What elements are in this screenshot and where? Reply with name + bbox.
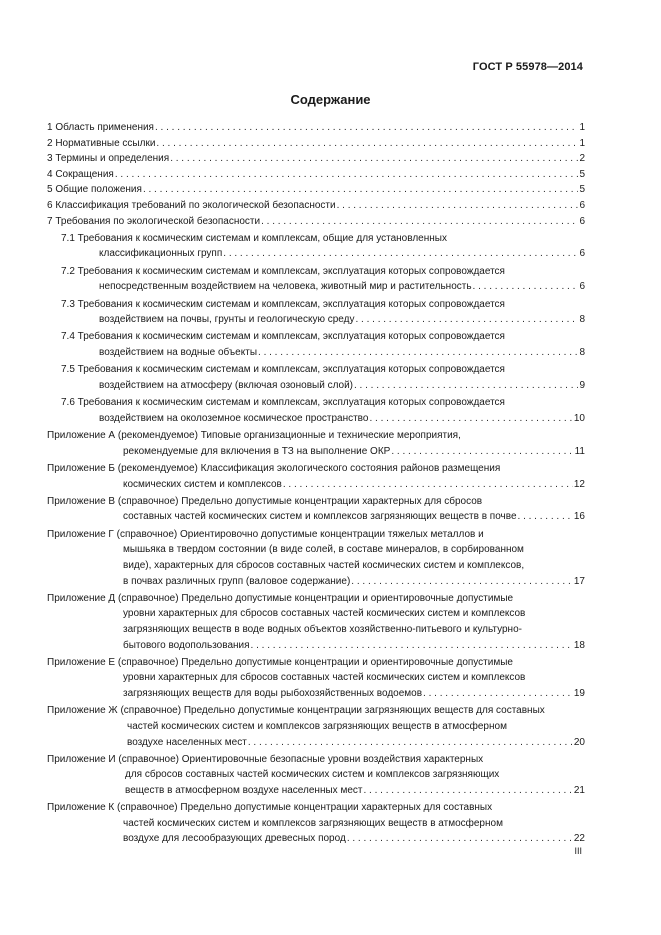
toc-entry-text: бытового водопользования <box>123 639 250 651</box>
toc-entry-text: загрязняющих веществ для воды рыбохозяйственных водоемов <box>123 688 423 700</box>
toc-entry[interactable] <box>47 214 585 230</box>
toc-entry-text: Приложение Ж (справочное) Предельно допустимые концентрации загрязняющих веществ для составных <box>47 705 545 717</box>
toc-page-number: 20 <box>573 736 585 748</box>
toc-dot-leader <box>369 411 572 427</box>
toc-entry-text: 7.3 Требования к космическим системам и комплексам, эксплуатация которых сопровождается <box>61 298 505 310</box>
toc-dot-leader <box>473 279 579 295</box>
toc-entry-text: воздействием на почвы, грунты и геологическую среду <box>99 314 355 326</box>
toc-dot-leader <box>337 198 579 214</box>
toc-entry[interactable] <box>47 182 585 198</box>
toc-entry[interactable] <box>47 655 585 702</box>
toc-dot-leader <box>155 120 578 136</box>
toc-entry-text: частей космических систем и комплексов загрязняющих веществ в атмосферном <box>127 720 507 732</box>
toc-page-number: 17 <box>573 575 585 587</box>
toc-entry[interactable] <box>47 198 585 214</box>
table-of-contents <box>47 120 585 847</box>
toc-dot-leader <box>258 345 578 361</box>
toc-entry-text: веществ в атмосферном воздухе населенных мест <box>125 784 363 796</box>
toc-entry-text: воздействием на водные объекты <box>99 347 258 359</box>
toc-page-number: 2 <box>579 153 585 165</box>
toc-entry-text: уровни характерных для сбросов составных частей космических систем и комплексов <box>123 608 526 620</box>
toc-entry-text: 7 Требования по экологической безопасности <box>47 215 261 227</box>
toc-page-number: 18 <box>573 639 585 651</box>
toc-dot-leader <box>261 214 578 230</box>
toc-entry-text: Приложение Б (рекомендуемое) Классификация экологического состояния районов размещения <box>47 462 501 474</box>
toc-entry-text: Приложение Г (справочное) Ориентировочно допустимые концентрации тяжелых металлов и <box>47 528 484 540</box>
toc-dot-leader <box>518 509 573 525</box>
toc-dot-leader <box>355 312 578 328</box>
toc-entry[interactable] <box>47 461 585 492</box>
toc-entry[interactable] <box>47 167 585 183</box>
toc-entry-text: 7.2 Требования к космическим системам и комплексам, эксплуатация которых сопровождается <box>61 265 505 277</box>
toc-page-number: 8 <box>579 347 585 359</box>
toc-entry-text: составных частей космических систем и комплексов загрязняющих веществ в почве <box>123 511 517 523</box>
toc-entry[interactable] <box>47 120 585 136</box>
toc-dot-leader <box>156 136 578 152</box>
toc-page-number: 19 <box>573 688 585 700</box>
toc-page-number: 10 <box>573 412 585 424</box>
toc-page-number: 1 <box>579 137 585 149</box>
toc-entry-text: воздухе населенных мест <box>127 736 247 748</box>
toc-entry-text: 7.6 Требования к космическим системам и комплексам, эксплуатация которых сопровождается <box>61 397 505 409</box>
toc-entry[interactable] <box>47 527 585 589</box>
toc-dot-leader <box>423 686 573 702</box>
toc-dot-leader <box>115 167 579 183</box>
toc-dot-leader <box>248 735 573 751</box>
toc-entry-text: классификационных групп <box>99 248 223 260</box>
toc-entry[interactable] <box>47 136 585 152</box>
toc-page-number: 12 <box>573 478 585 490</box>
toc-entry[interactable] <box>47 428 585 459</box>
toc-page-number: 21 <box>573 784 585 796</box>
toc-entry[interactable] <box>47 703 585 750</box>
page-number: III <box>574 846 582 856</box>
toc-entry-text: виде), характерных для сбросов составных частей космических систем и комплексов, <box>123 559 525 571</box>
toc-entry-text: Приложение Д (справочное) Предельно допустимые концентрации и ориентировочные допустимые <box>47 592 514 604</box>
toc-entry-text: воздействием на атмосферу (включая озоновый слой) <box>99 379 353 391</box>
toc-entry[interactable] <box>47 800 585 847</box>
toc-entry-text: 1 Область применения <box>47 122 154 133</box>
toc-entry-text: 4 Сокращения <box>47 168 114 180</box>
toc-entry[interactable] <box>47 395 585 426</box>
toc-entry-text: космических систем и комплексов <box>123 478 282 490</box>
toc-page-number: 6 <box>579 281 585 293</box>
toc-entry[interactable] <box>47 494 585 525</box>
toc-entry-text: воздействием на околоземное космическое пространство <box>99 412 369 424</box>
toc-entry-text: воздухе для лесообразующих древесных пород <box>123 833 346 845</box>
toc-entry-text: мышьяка в твердом состоянии (в виде солей, в составе минералов, в сорбированном <box>123 544 524 556</box>
toc-dot-leader <box>391 444 573 460</box>
toc-entry[interactable] <box>47 752 585 799</box>
toc-entry-text: в почвах различных групп (валовое содержание) <box>123 575 351 587</box>
toc-entry-text: уровни характерных для сбросов составных частей космических систем и комплексов <box>123 672 526 684</box>
toc-dot-leader <box>283 477 573 493</box>
toc-entry-text: 7.5 Требования к космическим системам и комплексам, эксплуатация которых сопровождается <box>61 364 505 376</box>
toc-dot-leader <box>223 246 578 262</box>
toc-entry[interactable] <box>47 231 585 262</box>
toc-page-number: 1 <box>579 122 585 133</box>
toc-entry-text: Приложение Е (справочное) Предельно допустимые концентрации и ориентировочные допустимые <box>47 656 513 668</box>
toc-dot-leader <box>351 574 573 590</box>
toc-entry-text: Приложение И (справочное) Ориентировочные безопасные уровни воздействия характерных <box>47 753 484 765</box>
toc-dot-leader <box>143 182 579 198</box>
toc-entry-text: загрязняющих веществ в воде водных объектов хозяйственно-питьевого и культурно- <box>123 623 522 635</box>
standard-number: ГОСТ Р 55978—2014 <box>472 61 583 73</box>
toc-entry[interactable] <box>47 264 585 295</box>
toc-entry-text: 7.1 Требования к космическим системам и комплексам, общие для установленных <box>61 232 447 244</box>
toc-page-number: 5 <box>579 168 585 180</box>
toc-entry-text: непосредственным воздействием на человека, животный мир и растительность <box>99 281 472 293</box>
toc-entry-text: Приложение А (рекомендуемое) Типовые организационные и технические мероприятия, <box>47 430 461 442</box>
toc-entry-text: 3 Термины и определения <box>47 153 170 165</box>
toc-entry-text: частей космических систем и комплексов загрязняющих веществ в атмосферном <box>123 817 503 829</box>
toc-page-number: 6 <box>579 248 585 260</box>
toc-entry-text: Приложение В (справочное) Предельно допустимые концентрации характерных для сбросов <box>47 495 483 507</box>
toc-entry[interactable] <box>47 151 585 167</box>
toc-dot-leader <box>170 151 578 167</box>
toc-page-number: 6 <box>579 215 585 227</box>
toc-dot-leader <box>363 783 572 799</box>
toc-dot-leader <box>354 378 578 394</box>
toc-dot-leader <box>251 638 573 654</box>
toc-entry-text: для сбросов составных частей космических систем и комплексов загрязняющих <box>125 769 500 781</box>
toc-entry-text: 6 Классификация требований по экологической безопасности <box>47 199 336 211</box>
toc-page-number: 16 <box>573 511 585 523</box>
toc-page-number: 22 <box>573 833 585 845</box>
toc-entry[interactable] <box>47 362 585 393</box>
toc-dot-leader <box>347 831 573 847</box>
toc-entry-text: 5 Общие положения <box>47 184 142 196</box>
toc-entry[interactable] <box>47 297 585 328</box>
toc-entry[interactable] <box>47 591 585 653</box>
toc-page-number: 8 <box>579 314 585 326</box>
toc-page-number: 6 <box>579 199 585 211</box>
page-title: Содержание <box>290 92 371 107</box>
toc-entry-text: рекомендуемые для включения в ТЗ на выполнение ОКР <box>123 445 391 457</box>
toc-page-number: 5 <box>579 184 585 196</box>
toc-page-number: 9 <box>579 379 585 391</box>
toc-entry-text: 7.4 Требования к космическим системам и комплексам, эксплуатация которых сопровождается <box>61 331 505 343</box>
toc-entry-text: Приложение К (справочное) Предельно допустимые концентрации характерных для составных <box>47 802 493 814</box>
toc-entry[interactable] <box>47 329 585 360</box>
toc-entry-text: 2 Нормативные ссылки <box>47 137 156 149</box>
toc-page-number: 11 <box>574 445 585 457</box>
